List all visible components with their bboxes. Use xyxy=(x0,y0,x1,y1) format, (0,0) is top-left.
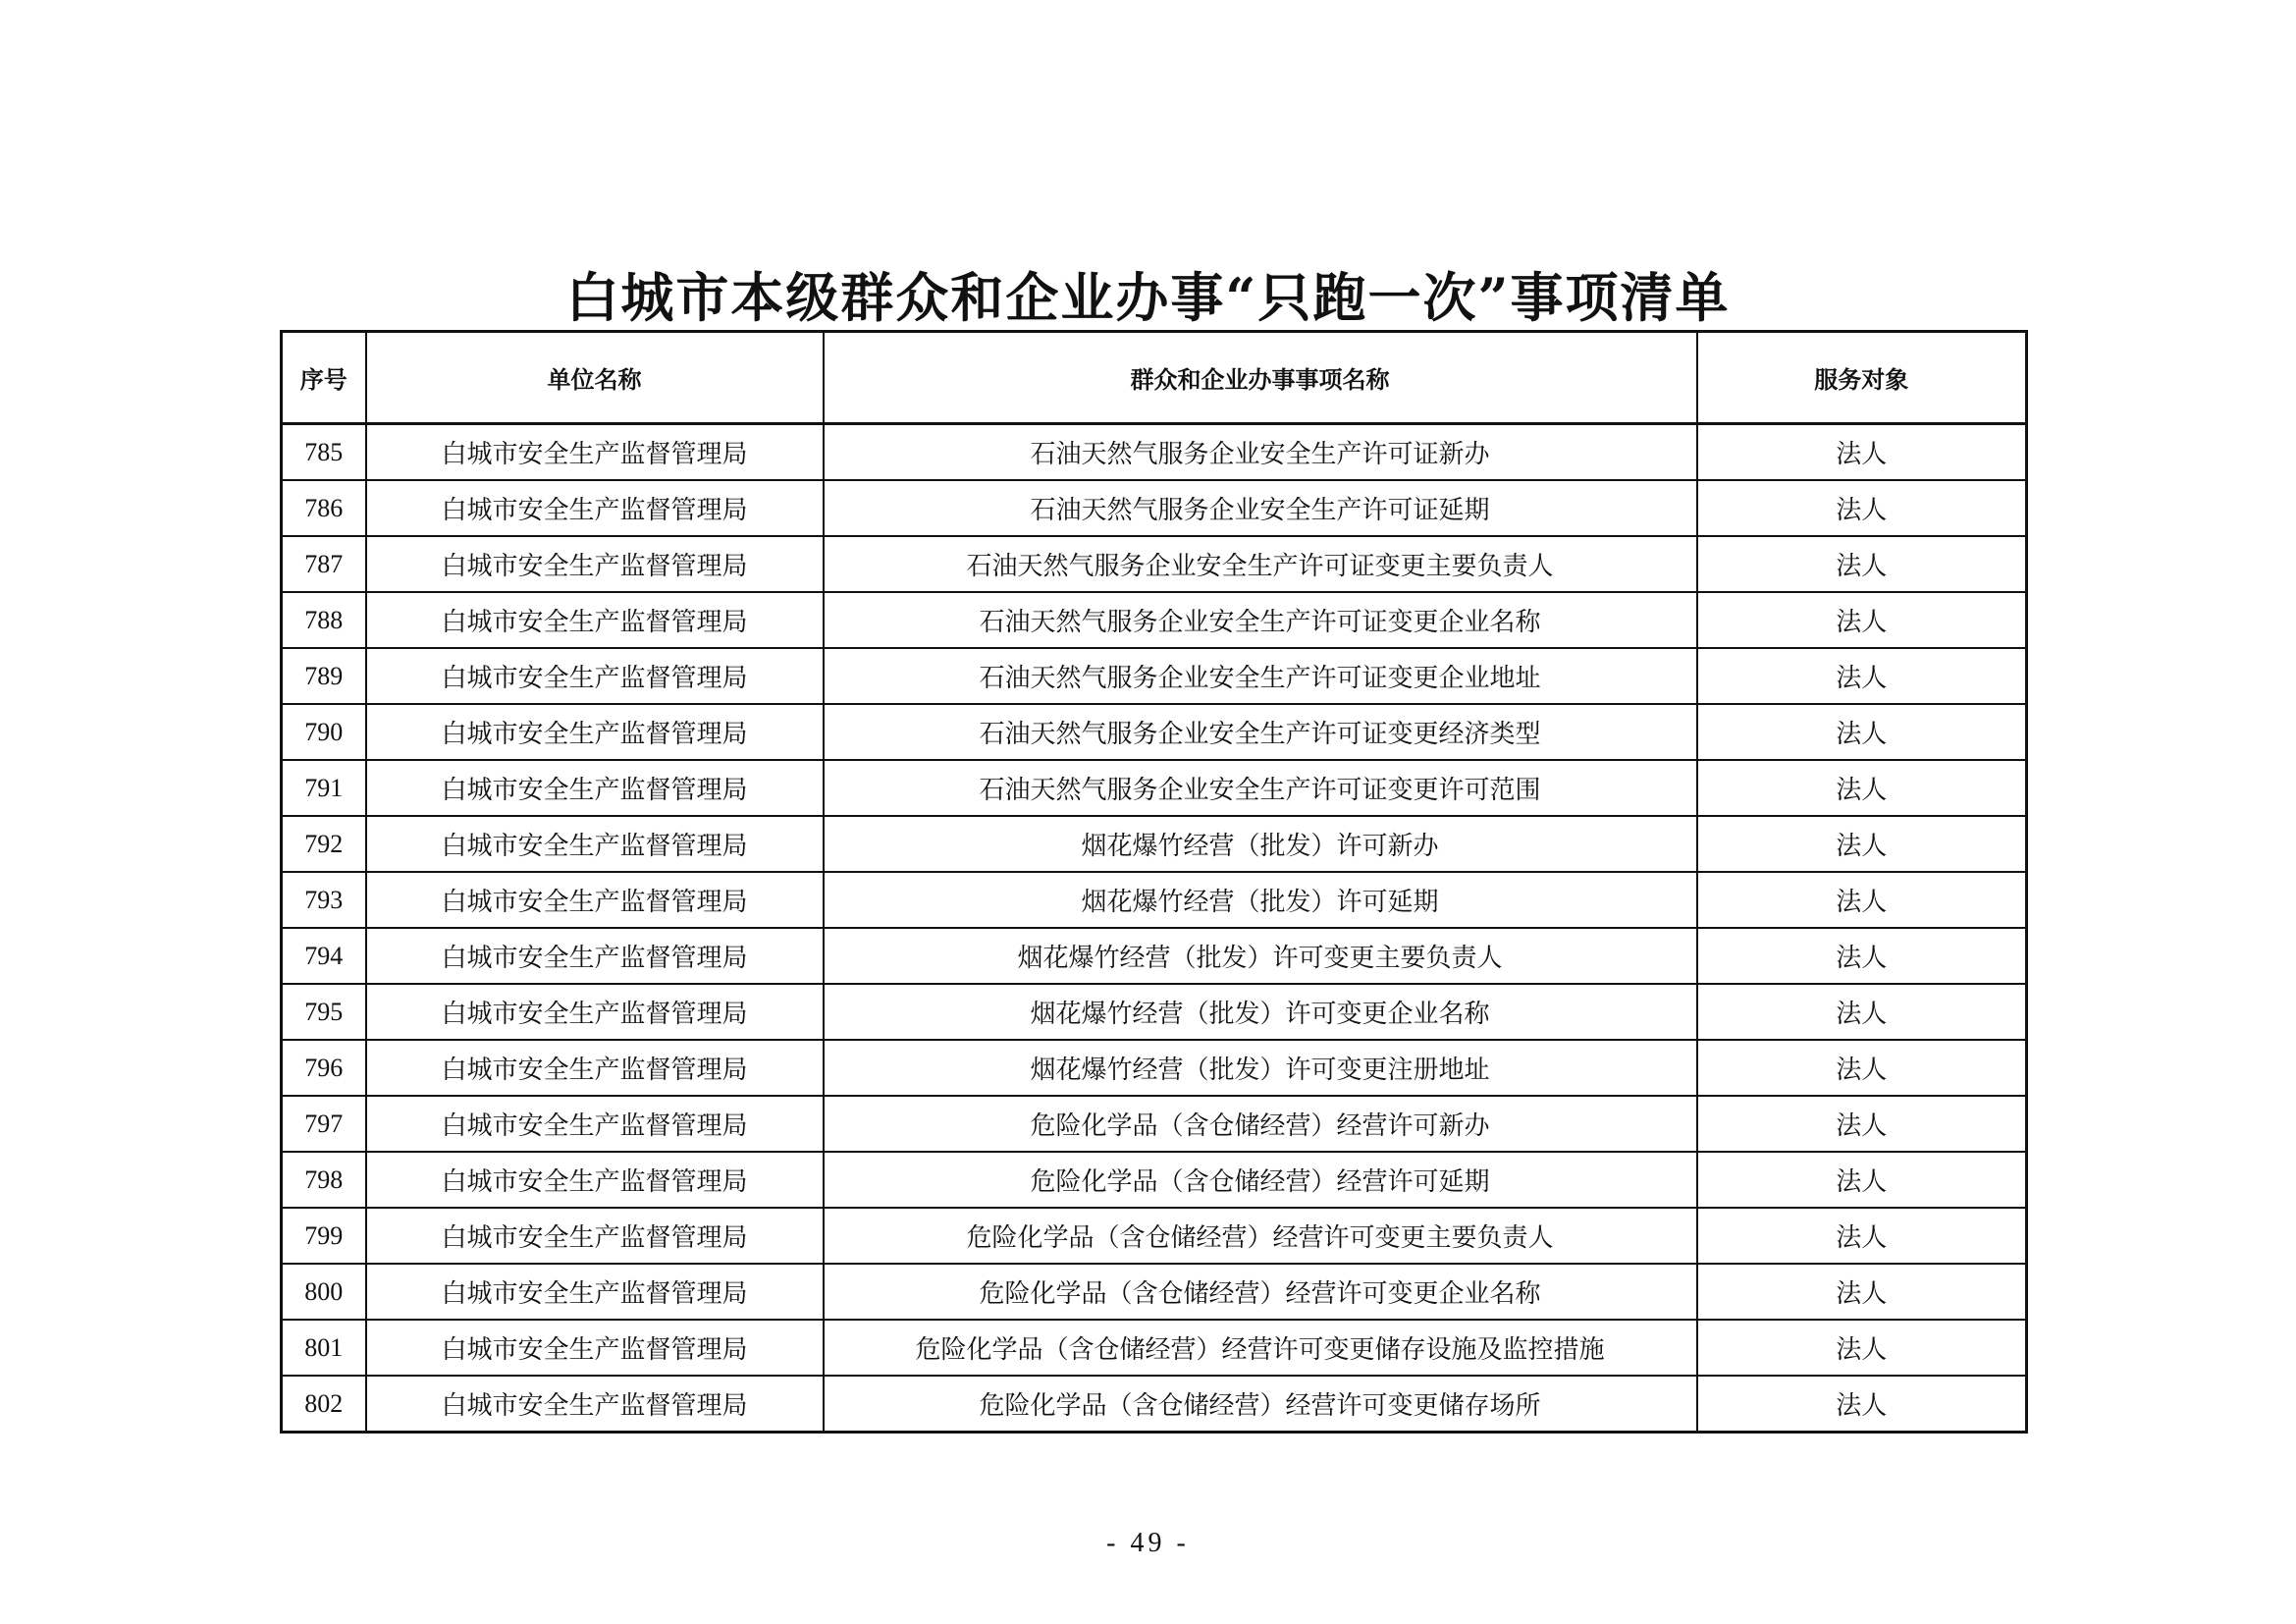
service-target-cell: 法人 xyxy=(1697,928,2027,984)
serial-number-cell: 786 xyxy=(282,480,366,536)
table-row xyxy=(282,648,2027,704)
unit-name-cell: 白城市安全生产监督管理局 xyxy=(366,1264,824,1320)
unit-name-cell: 白城市安全生产监督管理局 xyxy=(366,1376,824,1433)
service-target-cell: 法人 xyxy=(1697,816,2027,872)
unit-name-cell: 白城市安全生产监督管理局 xyxy=(366,536,824,592)
table-row xyxy=(282,1152,2027,1208)
serial-number-cell: 802 xyxy=(282,1376,366,1433)
unit-name-cell: 白城市安全生产监督管理局 xyxy=(366,1208,824,1264)
table-row xyxy=(282,1040,2027,1096)
table-row xyxy=(282,816,2027,872)
item-name-cell: 石油天然气服务企业安全生产许可证延期 xyxy=(824,480,1697,536)
serial-number-cell: 788 xyxy=(282,592,366,648)
serial-number-cell: 797 xyxy=(282,1096,366,1152)
service-target-cell: 法人 xyxy=(1697,984,2027,1040)
header-service-target: 服务对象 xyxy=(1697,332,2027,424)
table-row xyxy=(282,872,2027,928)
serial-number-cell: 798 xyxy=(282,1152,366,1208)
serial-number-cell: 791 xyxy=(282,760,366,816)
serial-number-cell: 796 xyxy=(282,1040,366,1096)
page-title: 白城市本级群众和企业办事“只跑一次”事项清单 xyxy=(565,266,1731,330)
unit-name-cell: 白城市安全生产监督管理局 xyxy=(366,928,824,984)
unit-name-cell: 白城市安全生产监督管理局 xyxy=(366,424,824,481)
unit-name-cell: 白城市安全生产监督管理局 xyxy=(366,816,824,872)
item-name-cell: 危险化学品（含仓储经营）经营许可变更主要负责人 xyxy=(824,1208,1697,1264)
unit-name-cell: 白城市安全生产监督管理局 xyxy=(366,648,824,704)
serial-number-cell: 800 xyxy=(282,1264,366,1320)
unit-name-cell: 白城市安全生产监督管理局 xyxy=(366,984,824,1040)
service-target-cell: 法人 xyxy=(1697,1376,2027,1433)
service-target-cell: 法人 xyxy=(1697,536,2027,592)
header-unit-name: 单位名称 xyxy=(366,332,824,424)
item-name-cell: 危险化学品（含仓储经营）经营许可新办 xyxy=(824,1096,1697,1152)
serial-number-cell: 787 xyxy=(282,536,366,592)
table-row xyxy=(282,984,2027,1040)
table-row xyxy=(282,592,2027,648)
service-target-cell: 法人 xyxy=(1697,424,2027,481)
table-row xyxy=(282,1096,2027,1152)
item-name-cell: 烟花爆竹经营（批发）许可变更企业名称 xyxy=(824,984,1697,1040)
table-row xyxy=(282,536,2027,592)
item-name-cell: 危险化学品（含仓储经营）经营许可延期 xyxy=(824,1152,1697,1208)
table-header-row xyxy=(282,332,2027,424)
table-row xyxy=(282,480,2027,536)
item-name-cell: 烟花爆竹经营（批发）许可新办 xyxy=(824,816,1697,872)
item-name-cell: 石油天然气服务企业安全生产许可证变更主要负责人 xyxy=(824,536,1697,592)
unit-name-cell: 白城市安全生产监督管理局 xyxy=(366,592,824,648)
serial-number-cell: 789 xyxy=(282,648,366,704)
page-number: - 49 - xyxy=(1106,1528,1190,1558)
unit-name-cell: 白城市安全生产监督管理局 xyxy=(366,1320,824,1376)
unit-name-cell: 白城市安全生产监督管理局 xyxy=(366,1152,824,1208)
table-row xyxy=(282,1376,2027,1433)
serial-number-cell: 794 xyxy=(282,928,366,984)
unit-name-cell: 白城市安全生产监督管理局 xyxy=(366,704,824,760)
items-table xyxy=(280,330,2028,1434)
service-target-cell: 法人 xyxy=(1697,704,2027,760)
service-target-cell: 法人 xyxy=(1697,1096,2027,1152)
service-target-cell: 法人 xyxy=(1697,1152,2027,1208)
item-name-cell: 烟花爆竹经营（批发）许可延期 xyxy=(824,872,1697,928)
header-item-name: 群众和企业办事事项名称 xyxy=(824,332,1697,424)
item-name-cell: 危险化学品（含仓储经营）经营许可变更储存设施及监控措施 xyxy=(824,1320,1697,1376)
table-row xyxy=(282,760,2027,816)
item-name-cell: 石油天然气服务企业安全生产许可证变更许可范围 xyxy=(824,760,1697,816)
item-name-cell: 石油天然气服务企业安全生产许可证新办 xyxy=(824,424,1697,481)
service-target-cell: 法人 xyxy=(1697,648,2027,704)
unit-name-cell: 白城市安全生产监督管理局 xyxy=(366,760,824,816)
service-target-cell: 法人 xyxy=(1697,1320,2027,1376)
item-name-cell: 烟花爆竹经营（批发）许可变更注册地址 xyxy=(824,1040,1697,1096)
item-name-cell: 石油天然气服务企业安全生产许可证变更企业地址 xyxy=(824,648,1697,704)
serial-number-cell: 790 xyxy=(282,704,366,760)
header-serial-number: 序号 xyxy=(282,332,366,424)
service-target-cell: 法人 xyxy=(1697,1040,2027,1096)
unit-name-cell: 白城市安全生产监督管理局 xyxy=(366,480,824,536)
service-target-cell: 法人 xyxy=(1697,480,2027,536)
serial-number-cell: 792 xyxy=(282,816,366,872)
item-name-cell: 石油天然气服务企业安全生产许可证变更经济类型 xyxy=(824,704,1697,760)
item-name-cell: 危险化学品（含仓储经营）经营许可变更储存场所 xyxy=(824,1376,1697,1433)
unit-name-cell: 白城市安全生产监督管理局 xyxy=(366,1040,824,1096)
service-target-cell: 法人 xyxy=(1697,760,2027,816)
table-row xyxy=(282,424,2027,481)
service-target-cell: 法人 xyxy=(1697,1264,2027,1320)
unit-name-cell: 白城市安全生产监督管理局 xyxy=(366,1096,824,1152)
table-row xyxy=(282,1264,2027,1320)
serial-number-cell: 793 xyxy=(282,872,366,928)
serial-number-cell: 785 xyxy=(282,424,366,481)
serial-number-cell: 799 xyxy=(282,1208,366,1264)
unit-name-cell: 白城市安全生产监督管理局 xyxy=(366,872,824,928)
table-row xyxy=(282,704,2027,760)
serial-number-cell: 801 xyxy=(282,1320,366,1376)
serial-number-cell: 795 xyxy=(282,984,366,1040)
table-row xyxy=(282,928,2027,984)
table-row xyxy=(282,1208,2027,1264)
item-name-cell: 危险化学品（含仓储经营）经营许可变更企业名称 xyxy=(824,1264,1697,1320)
table-row xyxy=(282,1320,2027,1376)
service-target-cell: 法人 xyxy=(1697,872,2027,928)
service-target-cell: 法人 xyxy=(1697,1208,2027,1264)
item-name-cell: 石油天然气服务企业安全生产许可证变更企业名称 xyxy=(824,592,1697,648)
service-target-cell: 法人 xyxy=(1697,592,2027,648)
item-name-cell: 烟花爆竹经营（批发）许可变更主要负责人 xyxy=(824,928,1697,984)
